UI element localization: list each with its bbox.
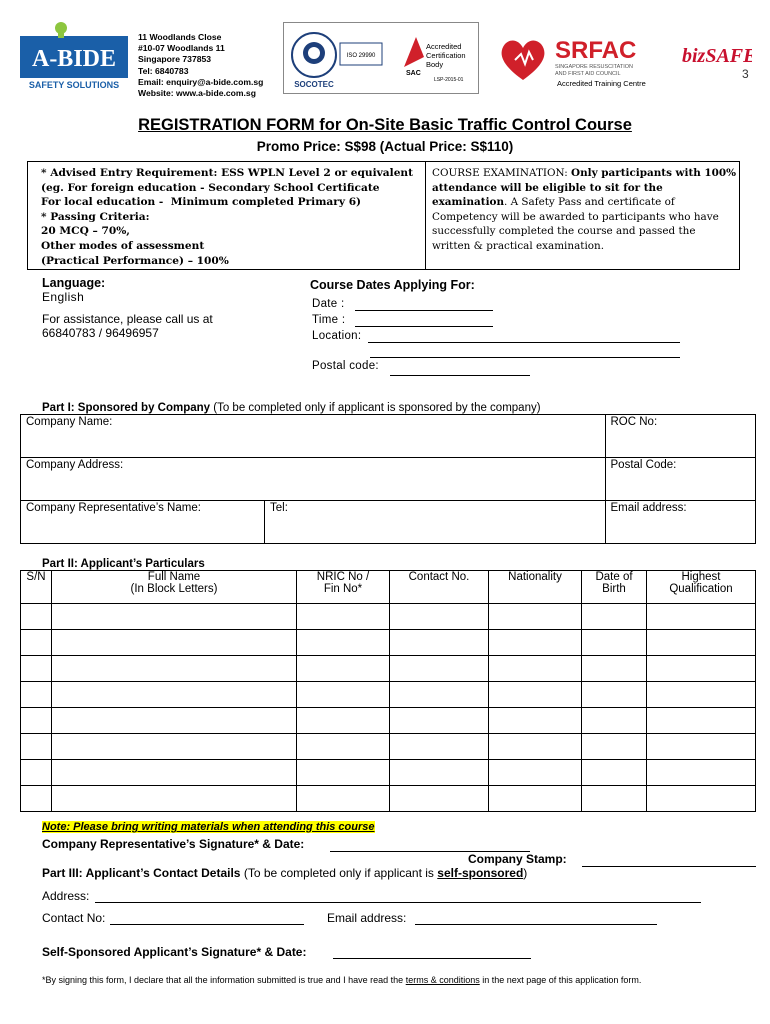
writing-materials-note: Note: Please bring writing materials when attending this course (42, 821, 375, 833)
cell[interactable] (647, 786, 756, 812)
table-row (21, 604, 756, 630)
sac-line1: Accredited (426, 42, 462, 51)
cell[interactable] (297, 760, 390, 786)
part1-note: (To be completed only if applicant is sponsored by the company) (210, 402, 541, 414)
cell[interactable] (297, 734, 390, 760)
cell[interactable] (390, 656, 489, 682)
cell[interactable] (52, 708, 297, 734)
form-title: REGISTRATION FORM for On-Site Basic Traffic Control Course (138, 116, 632, 134)
cell[interactable] (390, 630, 489, 656)
address-line: Singapore 737853 (138, 54, 212, 65)
postal-code-field[interactable] (390, 375, 530, 376)
cell[interactable] (390, 786, 489, 812)
location-field[interactable] (368, 342, 680, 343)
terms-link[interactable]: terms & conditions (405, 975, 480, 985)
self-signature-field[interactable] (333, 958, 531, 959)
part3-note: (To be completed only if applicant is (240, 866, 438, 880)
sac-code: LSP-2015-01 (434, 77, 464, 83)
cell[interactable] (582, 656, 647, 682)
rep-name-label: Company Representative’s Name: (26, 502, 201, 514)
part2-heading: Part II: Applicant’s Particulars (42, 558, 205, 570)
address-line: #10-07 Woodlands 11 (138, 43, 225, 54)
company-stamp-label: Company Stamp: (468, 852, 567, 866)
company-postal-label: Postal Code: (610, 459, 677, 471)
language-value: English (42, 290, 85, 304)
table-row (21, 760, 756, 786)
cell[interactable] (489, 630, 582, 656)
email-label: Email address: (610, 502, 687, 514)
self-signature-label: Self-Sponsored Applicant’s Signature* & Date: (42, 945, 307, 959)
company-address-block (138, 32, 263, 99)
cell[interactable] (489, 786, 582, 812)
address-line: Website: www.a-bide.com.sg (138, 88, 256, 99)
table-row (21, 708, 756, 734)
cell[interactable] (390, 604, 489, 630)
cell[interactable] (489, 682, 582, 708)
sac-label: SAC (406, 70, 421, 77)
cell[interactable] (489, 656, 582, 682)
bizsafe-level: 3 (742, 67, 749, 81)
promo-price: Promo Price: S$98 (Actual Price: S$110) (256, 139, 514, 154)
cell[interactable] (582, 786, 647, 812)
exam-rest: . A Safety Pass and certificate of Competency will be awarded to participants who have successfully completed the course and passed the written & practical examination. (432, 196, 719, 252)
part1-heading-row (42, 402, 541, 414)
iso-label: ISO 29990 (346, 53, 376, 59)
cell[interactable] (582, 760, 647, 786)
cell[interactable] (297, 682, 390, 708)
certification-logos (283, 22, 479, 94)
roc-cell[interactable] (605, 415, 756, 458)
entry-requirements: * Advised Entry Requirement: ESS WPLN Level 2 or equivalent (eg. For foreign education - Secondary School Certificate For local education - Minimum completed Primary 6) * Passing Criteria: 20 MCQ – 70%, Other modes of assessment (Practical Performance) – 100% (41, 167, 414, 267)
col-qualification: Highest Qualification (647, 571, 756, 604)
cell[interactable] (489, 604, 582, 630)
cell[interactable] (52, 656, 297, 682)
date-field[interactable] (355, 310, 493, 311)
cell[interactable] (21, 682, 52, 708)
course-dates-heading: Course Dates Applying For: (310, 278, 475, 292)
email-cell[interactable] (605, 501, 756, 544)
cell[interactable] (582, 734, 647, 760)
bizsafe-text: bizSAFE (682, 45, 752, 67)
cell[interactable] (297, 708, 390, 734)
cell[interactable] (21, 760, 52, 786)
srfac-name: SRFAC (555, 37, 637, 64)
cell[interactable] (297, 656, 390, 682)
cell[interactable] (21, 786, 52, 812)
company-address-label: Company Address: (26, 459, 124, 471)
cell[interactable] (582, 604, 647, 630)
bizsafe-logo (680, 30, 752, 90)
company-address-cell[interactable] (21, 458, 606, 501)
time-field[interactable] (355, 326, 493, 327)
contact-label: Contact No: (42, 911, 106, 925)
table-row (21, 786, 756, 812)
roc-label: ROC No: (610, 416, 658, 428)
cell[interactable] (52, 682, 297, 708)
cell[interactable] (390, 682, 489, 708)
table-row (21, 656, 756, 682)
sac-line3: Body (426, 60, 444, 69)
location-field-line2[interactable] (370, 357, 680, 358)
footer-post: in the next page of this application form. (479, 975, 642, 985)
assistance-text (42, 312, 213, 340)
address-line: Tel: 6840783 (138, 65, 189, 76)
address-line: Email: enquiry@a-bide.com.sg (138, 76, 264, 87)
table-row (21, 734, 756, 760)
socotec-label: SOCOTEC (294, 80, 334, 89)
address-label: Address: (42, 889, 90, 903)
part3-self: self-sponsored (437, 866, 524, 880)
assist-line: 66840783 / 96496957 (42, 326, 159, 340)
cell[interactable] (647, 708, 756, 734)
srfac-accredited: Accredited Training Centre (557, 79, 646, 88)
col-contact: Contact No. (390, 571, 489, 604)
company-name-label: Company Name: (26, 416, 113, 428)
cell[interactable] (390, 734, 489, 760)
cell[interactable] (21, 708, 52, 734)
cell[interactable] (52, 604, 297, 630)
cell[interactable] (489, 734, 582, 760)
col-nationality: Nationality (489, 571, 582, 604)
assist-line: For assistance, please call us at (42, 312, 213, 326)
exam-prefix: COURSE EXAMINATION: (432, 167, 572, 179)
srfac-sub1: SINGAPORE RESUSCITATION (555, 64, 634, 70)
cell[interactable] (52, 786, 297, 812)
cell[interactable] (21, 656, 52, 682)
cell[interactable] (52, 734, 297, 760)
sac-line2: Certification (426, 51, 466, 60)
cell[interactable] (647, 734, 756, 760)
logo-subtext: SAFETY SOLUTIONS (28, 80, 120, 90)
part3-close: ) (523, 866, 528, 880)
cell[interactable] (489, 708, 582, 734)
cell[interactable] (390, 760, 489, 786)
contact-field[interactable] (110, 924, 304, 925)
part1-heading: Part I: Sponsored by Company (42, 402, 211, 414)
cell[interactable] (52, 630, 297, 656)
logo-text: A-BIDE (31, 46, 117, 72)
location-label: Location: (312, 330, 362, 342)
cell[interactable] (647, 604, 756, 630)
company-name-cell[interactable] (21, 415, 606, 458)
email-address-label: Email address: (327, 911, 407, 925)
cell[interactable] (582, 708, 647, 734)
cell[interactable] (582, 682, 647, 708)
cell[interactable] (21, 734, 52, 760)
rep-signature-label: Company Representative’s Signature* & Date: (42, 837, 305, 851)
cell[interactable] (647, 630, 756, 656)
address-line: 11 Woodlands Close (138, 32, 222, 42)
time-label: Time : (312, 314, 346, 326)
cell[interactable] (647, 760, 756, 786)
cell[interactable] (21, 630, 52, 656)
col-nric: NRIC No / Fin No* (297, 571, 390, 604)
a-bide-logo (20, 22, 130, 92)
rep-name-cell[interactable] (21, 501, 265, 544)
tel-cell[interactable] (265, 501, 606, 544)
course-examination (432, 166, 736, 254)
footer-pre: *By signing this form, I declare that all the information submitted is true and I have read the (42, 975, 406, 985)
declaration-footer (42, 975, 641, 985)
company-table (20, 414, 756, 544)
language-heading: Language: (42, 276, 106, 290)
date-label: Date : (312, 298, 345, 310)
postal-code-label: Postal code: (312, 360, 379, 372)
cell[interactable] (390, 708, 489, 734)
cell[interactable] (52, 760, 297, 786)
cell[interactable] (647, 656, 756, 682)
col-full-name: Full Name (In Block Letters) (52, 571, 297, 604)
address-field[interactable] (95, 902, 701, 903)
cell[interactable] (297, 604, 390, 630)
email-address-field[interactable] (415, 924, 657, 925)
exam-bold: Only participants with 100% attendance will be eligible to sit for the examination (432, 167, 736, 209)
col-dob: Date of Birth (582, 571, 647, 604)
cell[interactable] (582, 630, 647, 656)
col-sn: S/N (21, 571, 52, 604)
cell[interactable] (21, 604, 52, 630)
part3-heading: Part III: Applicant’s Contact Details (42, 866, 241, 880)
srfac-sub2: AND FIRST AID COUNCIL (555, 71, 621, 77)
applicants-table (20, 570, 756, 812)
part3-heading-row (42, 866, 527, 880)
company-postal-cell[interactable] (605, 458, 756, 501)
company-stamp-field[interactable] (582, 866, 756, 867)
cell[interactable] (647, 682, 756, 708)
table-row (21, 682, 756, 708)
cell[interactable] (297, 630, 390, 656)
cell[interactable] (489, 760, 582, 786)
table-row (21, 630, 756, 656)
cell[interactable] (297, 786, 390, 812)
tel-label: Tel: (270, 502, 288, 514)
srfac-logo (495, 32, 675, 92)
